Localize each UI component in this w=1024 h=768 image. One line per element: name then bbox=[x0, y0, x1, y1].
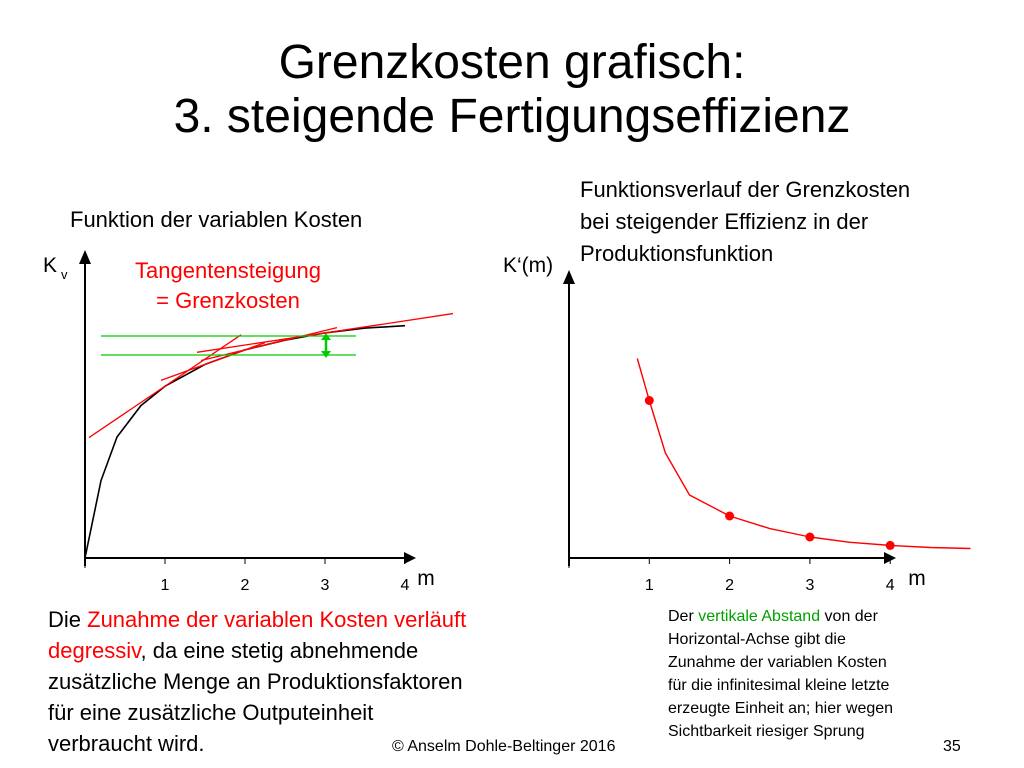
right-explanation bbox=[668, 605, 968, 743]
tangent-line-2: = Grenzkosten bbox=[156, 288, 300, 313]
right-text-pre: Der bbox=[668, 608, 699, 625]
left-text-red-1: Zunahme der variablen Kosten verläuft bbox=[87, 607, 467, 632]
variable-cost-curve bbox=[85, 326, 405, 558]
right-text-post: von der bbox=[820, 608, 878, 625]
y-axis-label-subscript: v bbox=[61, 267, 68, 282]
right-text-line-2: Horizontal-Achse gibt die bbox=[668, 631, 846, 648]
x-tick-label: 1 bbox=[644, 577, 654, 594]
marginal-cost-point bbox=[645, 396, 654, 405]
x-tick-label: 4 bbox=[885, 577, 895, 594]
right-text-line-4: für die infinitesimal kleine letzte bbox=[668, 677, 890, 694]
y-axis-label: K bbox=[43, 254, 58, 277]
marginal-cost-curve bbox=[637, 359, 970, 549]
x-axis-label: m bbox=[417, 567, 435, 590]
marginal-cost-point bbox=[805, 533, 814, 542]
right-heading-line-3: Produktionsfunktion bbox=[580, 241, 774, 266]
left-explanation bbox=[48, 604, 568, 759]
title-line-2: 3. steigende Fertigungseffizienz bbox=[173, 90, 851, 143]
x-tick-label: 2 bbox=[725, 577, 735, 594]
left-text-line-5: verbraucht wird. bbox=[48, 731, 205, 756]
left-text-pre: Die bbox=[48, 607, 88, 632]
x-axis-label: m bbox=[908, 567, 926, 590]
x-tick-label: 4 bbox=[400, 577, 410, 594]
footer-copyright: © Anselm Dohle-Beltinger 2016 bbox=[392, 738, 616, 755]
page-number: 35 bbox=[943, 738, 961, 755]
marginal-cost-chart bbox=[503, 254, 971, 594]
left-text-line-3: zusätzliche Menge an Produktionsfaktoren bbox=[48, 669, 463, 694]
x-tick-label: 1 bbox=[160, 577, 170, 594]
x-axis-arrow bbox=[404, 552, 416, 564]
right-text-line-5: erzeugte Einheit an; hier wegen bbox=[668, 700, 894, 717]
y-axis-arrow bbox=[563, 270, 575, 284]
x-tick-label: 3 bbox=[805, 577, 815, 594]
x-tick-label: 3 bbox=[320, 577, 330, 594]
variable-cost-chart bbox=[43, 250, 453, 594]
x-tick-label: 2 bbox=[240, 577, 250, 594]
right-heading-line-1: Funktionsverlauf der Grenzkosten bbox=[580, 177, 911, 202]
right-text-line-3: Zunahme der variablen Kosten bbox=[668, 654, 887, 671]
y-axis-label: K‘(m) bbox=[503, 254, 554, 277]
right-text-line-6: Sichtbarkeit riesiger Sprung bbox=[668, 723, 865, 740]
right-heading-line-2: bei steigender Effizienz in der bbox=[580, 209, 869, 234]
marginal-cost-point bbox=[886, 541, 895, 550]
y-axis-arrow bbox=[79, 250, 91, 264]
left-text-post-1: , da eine stetig abnehmende bbox=[140, 638, 419, 663]
right-text-green: vertikale Abstand bbox=[698, 608, 821, 625]
left-chart-heading: Funktion der variablen Kosten bbox=[70, 207, 363, 232]
marginal-cost-point bbox=[725, 512, 734, 521]
tangent-line bbox=[89, 335, 241, 438]
title-line-1: Grenzkosten grafisch: bbox=[278, 36, 746, 89]
left-text-red-2: degressiv bbox=[48, 638, 141, 663]
left-text-line-4: für eine zusätzliche Outputeinheit bbox=[48, 700, 374, 725]
tangent-line-1: Tangentensteigung bbox=[135, 258, 321, 283]
